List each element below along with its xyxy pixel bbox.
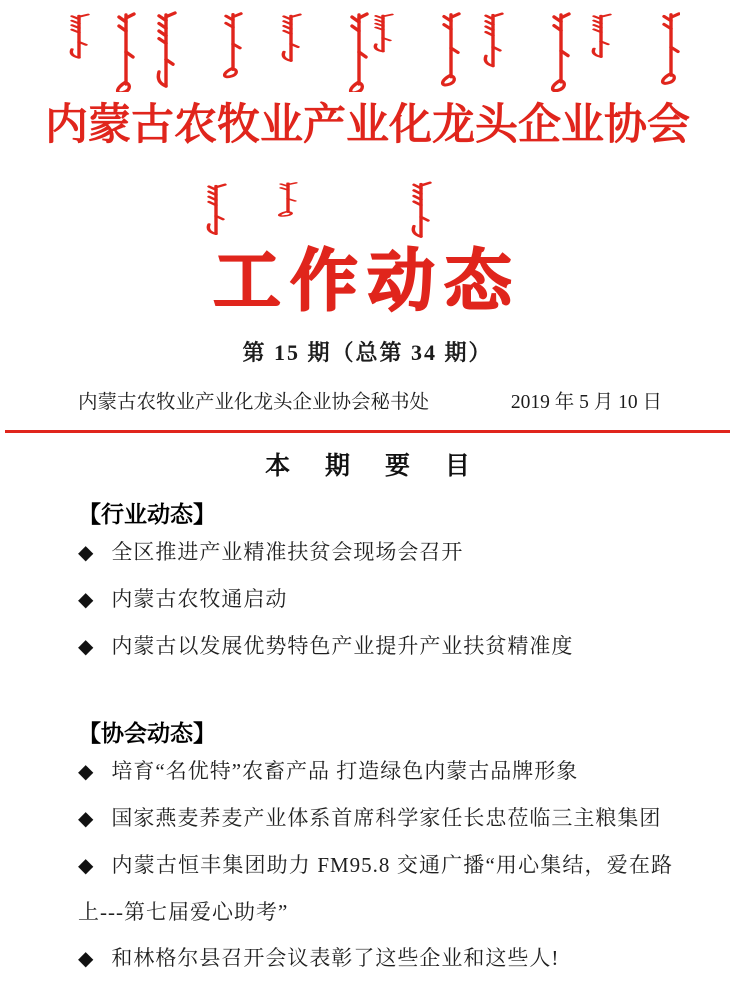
diamond-bullet-icon: ◆ xyxy=(78,589,94,611)
toc-item xyxy=(78,842,673,935)
toc-item xyxy=(78,623,673,670)
issue-number: 第 15 期（总第 34 期） xyxy=(242,340,493,365)
publish-date: 2019 年 5 月 10 日 xyxy=(510,392,662,413)
section-title-industry: 【行业动态】 xyxy=(78,501,216,527)
toc-item xyxy=(78,576,673,623)
diamond-bullet-icon: ◆ xyxy=(78,808,94,830)
bulletin-title: 工作动态 xyxy=(213,245,522,319)
toc-item-text: 国家燕麦荞麦产业体系首席科学家任长忠莅临三主粮集团 xyxy=(111,806,662,830)
diamond-bullet-icon: ◆ xyxy=(78,636,94,658)
toc-item-text: 内蒙古恒丰集团助力 FM95.8 交通广播“用心集结，爱在路上---第七届爱心助考” xyxy=(78,853,674,924)
diamond-bullet-icon: ◆ xyxy=(78,855,94,877)
toc-item xyxy=(78,935,673,982)
diamond-bullet-icon: ◆ xyxy=(78,542,94,564)
toc-item xyxy=(78,748,673,795)
toc-item xyxy=(78,795,673,842)
toc-item-text: 内蒙古以发展优势特色产业提升产业扶贫精准度 xyxy=(111,634,574,658)
toc-heading: 本 期 要 目 xyxy=(265,452,484,480)
publisher-row xyxy=(0,390,735,416)
mongolian-script-top-icon xyxy=(55,8,680,92)
organization-title: 内蒙古农牧业产业化龙头企业协会 xyxy=(45,102,690,149)
red-divider-rule xyxy=(5,430,730,433)
table-of-contents xyxy=(0,499,735,982)
toc-item-text: 培育“名优特”农畜产品 打造绿色内蒙古品牌形象 xyxy=(111,759,579,783)
publisher-name: 内蒙古农牧业产业化龙头企业协会秘书处 xyxy=(78,392,430,413)
toc-item xyxy=(78,529,673,576)
diamond-bullet-icon: ◆ xyxy=(78,761,94,783)
toc-item-text: 和林格尔县召开会议表彰了这些企业和这些人! xyxy=(111,946,560,970)
section-title-association: 【协会动态】 xyxy=(78,720,216,746)
toc-item-text: 内蒙古农牧通启动 xyxy=(111,587,288,611)
mongolian-script-mid-icon xyxy=(195,180,455,240)
toc-item-text: 全区推进产业精准扶贫会现场会召开 xyxy=(111,540,464,564)
diamond-bullet-icon: ◆ xyxy=(78,948,94,970)
